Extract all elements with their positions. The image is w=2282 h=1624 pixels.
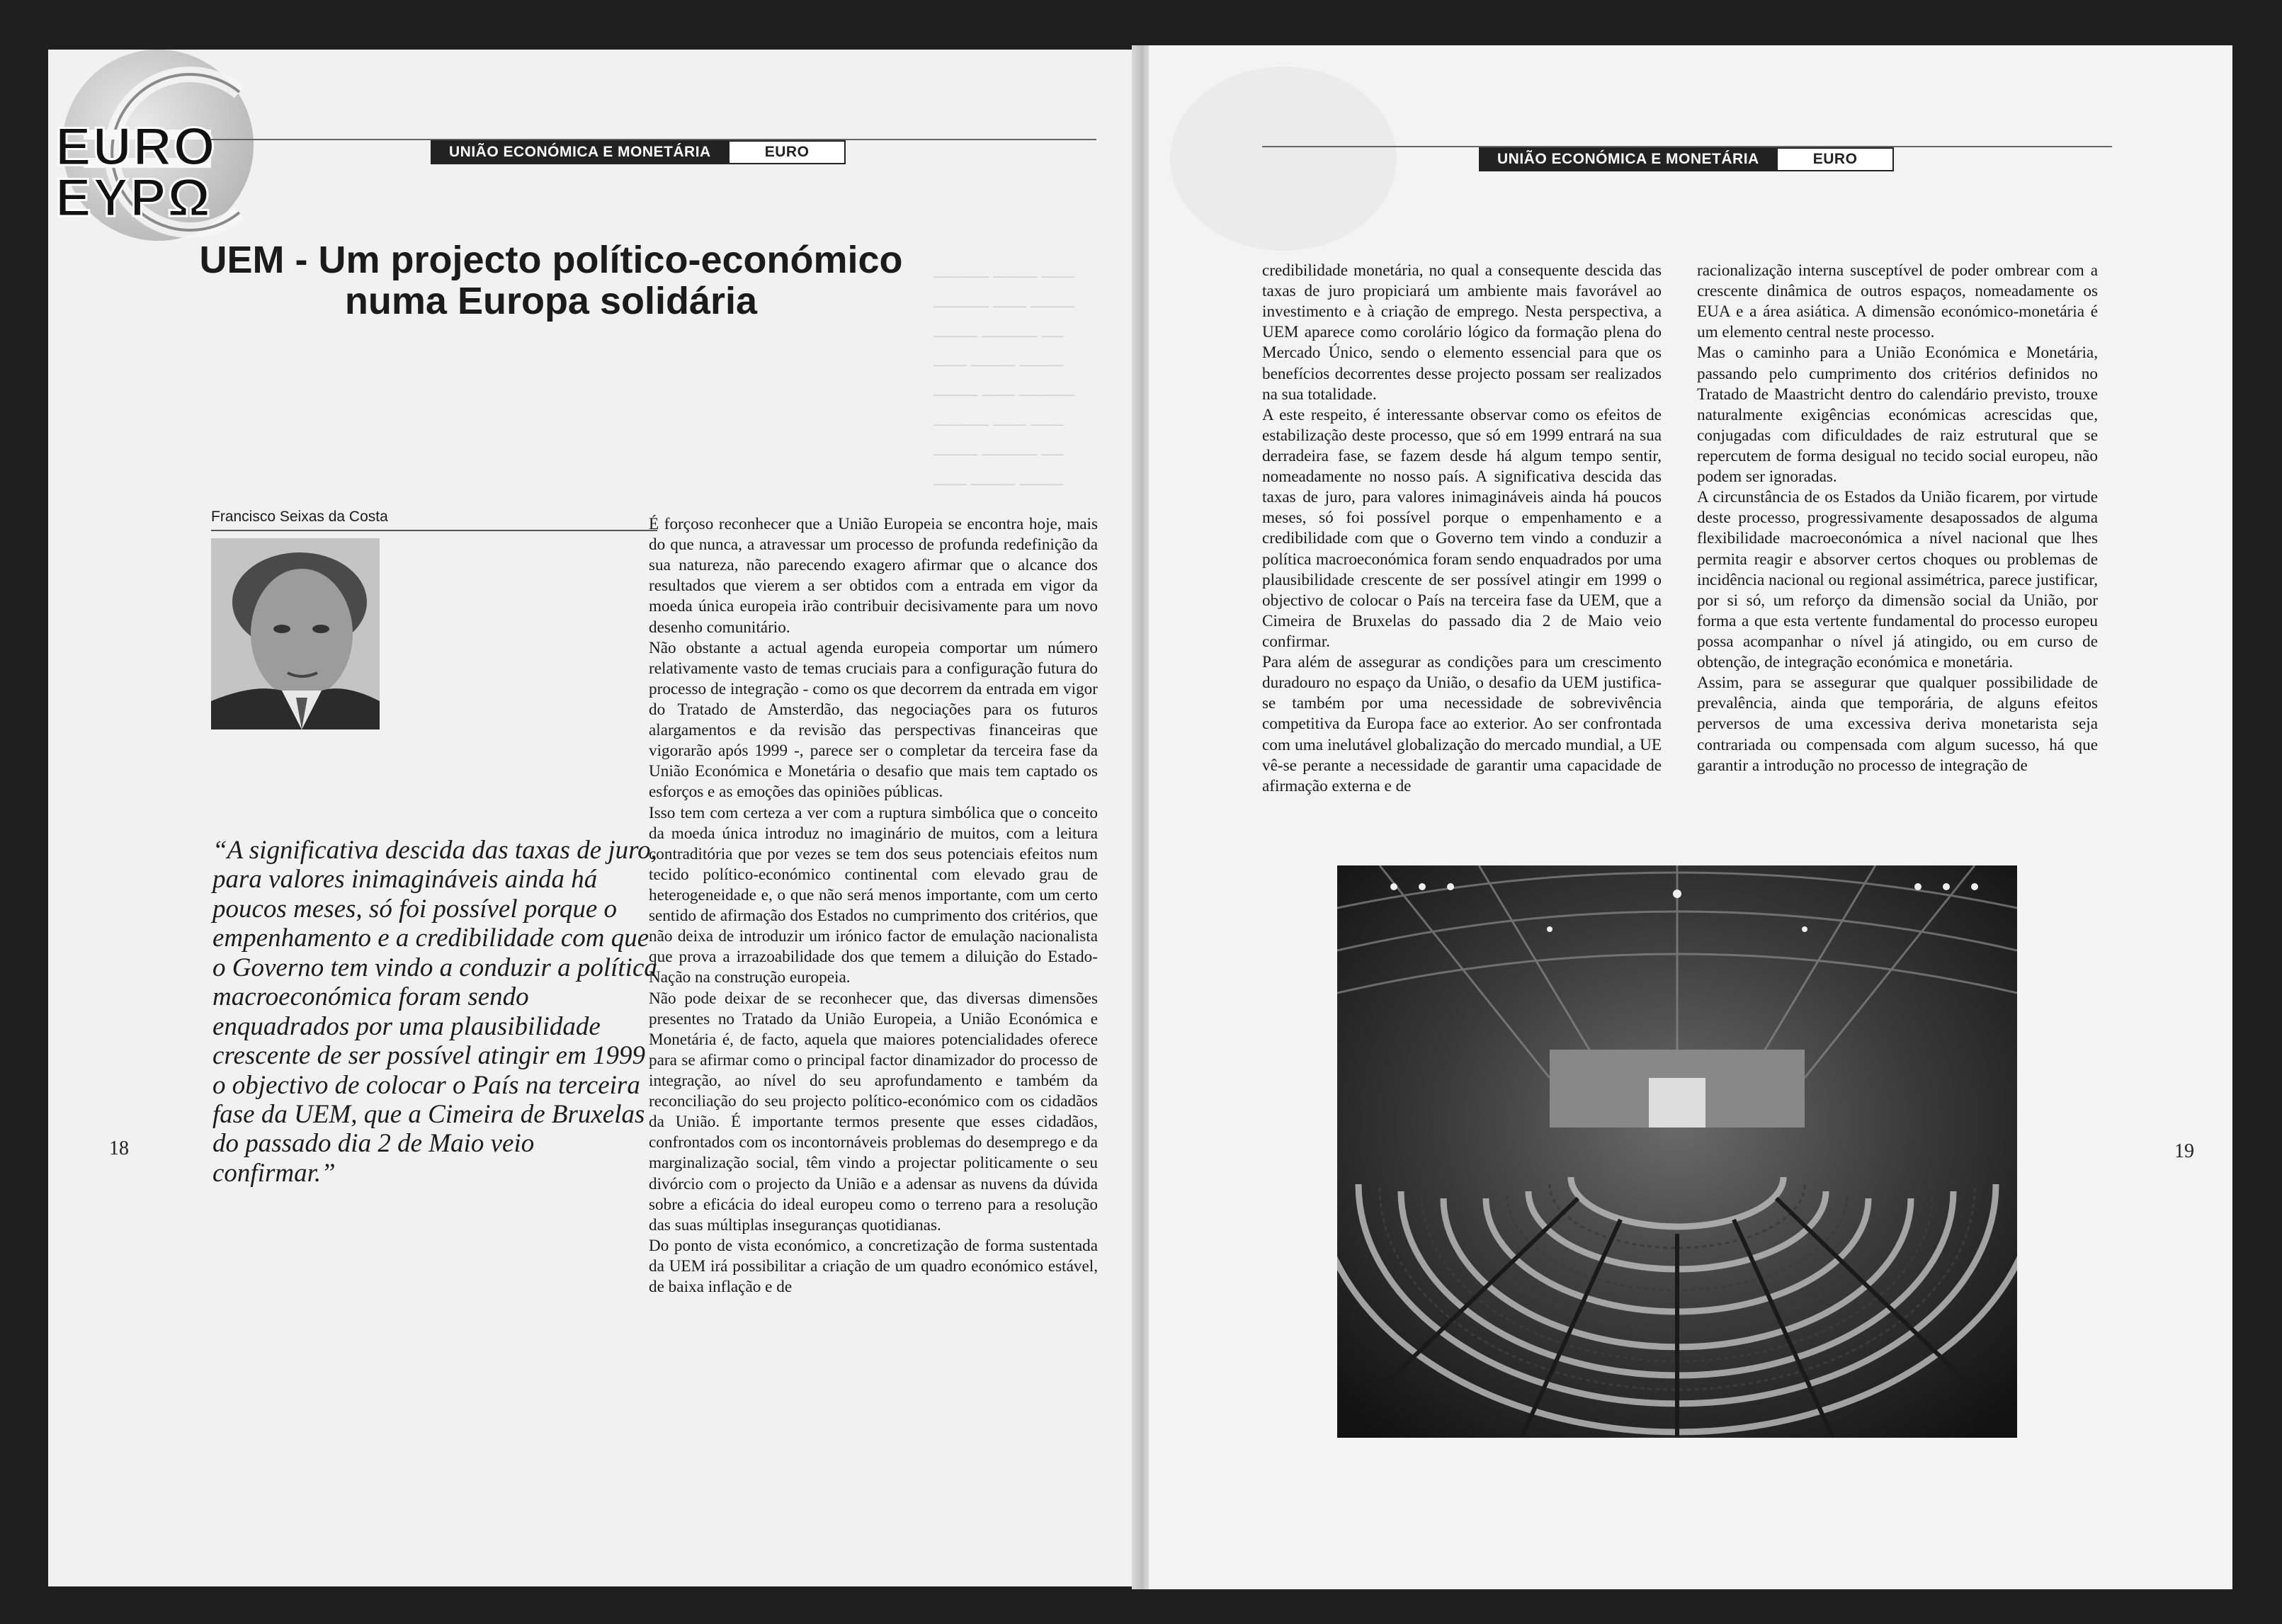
paragraph: Assim, para se assegurar que qualquer possibilidade de prevalência, ainda que temporária, de alguns efeitos perversos de uma excessiva deriva monetarista seja contrariada ou compensada com algum sucesso, há que garantir a introdução no processo de integração de (1697, 674, 2098, 775)
article-column-1 (649, 514, 1098, 1298)
article-column-3 (1697, 261, 2098, 776)
paragraph: credibilidade monetária, no qual a consequente descida das taxas de juro propiciará um ambiente mais favorável ao investimento e à criação de emprego. Nesta perspectiva, a UEM aparece como corolário lógico da formação plena do Mercado Único, sendo o elemento essencial para que os benefícios decorrentes desse projecto possam ser realizados na sua totalidade. (1262, 261, 1662, 404)
paragraph: A circunstância de os Estados da União ficarem, por virtude deste processo, progressivamente desapossados de alguma flexibilidade macroeconómica a nível nacional que lhes permita reagir e absorver certos choques ou problemas de incidência nacional ou regional assimétrica, parece justificar, por si só, um reforço da dimensão social da União, por forma a que esta vertente fundamental do processo europeu possa acompanhar o nível já atingido, ou em curso de obtenção, de integração económica e monetária. (1697, 488, 2098, 672)
parliament-photo (1337, 865, 2017, 1438)
right-page (1149, 45, 2232, 1589)
section-tag: EURO (1778, 147, 1895, 171)
author-rule (211, 530, 657, 531)
show-through-text: ───── ──── ─── ───── ─── ──── ──── ───── ── ─── ──── ──── ──── ─── ───── ───── ─── ─── ──── ───── ── ─── ──── ──── (933, 268, 1075, 493)
author-name: Francisco Seixas da Costa (211, 509, 388, 525)
show-through-logo (1170, 67, 1397, 251)
paragraph: Não pode deixar de se reconhecer que, das diversas dimensões presentes no Tratado da União Europeia, a União Económica e Monetária é, de facto, aquela que maiores potencialidades oferece para se afirmar como o principal factor dinamizador do processo de integração, ao nível do seu aprofundamento e também da reconciliação do seu projecto político-económico com os cidadãos da União. É importante termos presente que esses cidadãos, confrontados com os incontornáveis problemas do desemprego e da marginalização social, têm vindo a projectar politicamente o seu divórcio com o projecto da União e a adensar as nuvens da dúvida sobre a eficácia do ideal europeu como o terreno para a resolução das suas múltiplas inseguranças quotidianas. (649, 989, 1098, 1234)
paragraph: A este respeito, é interessante observar como os efeitos de estabilização deste processo, que só em 1999 entrará na sua derradeira fase, se fazem desde há algum tempo sentir, nomeadamente no nosso país. A significativa descida das taxas de juro, para valores inimagináveis ainda há poucos meses, só foi possível porque o empenhamento e a credibilidade com que o Governo tem vindo a conduzir a política macroeconómica foram sendo enquadrados por uma plausibilidade crescente de ser possível atingir em 1999 o objectivo de colocar o País na terceira fase da UEM, que a Cimeira de Bruxelas do passado dia 2 de Maio veio confirmar. (1262, 405, 1662, 651)
page-number-left: 18 (109, 1137, 129, 1159)
title-line-1: UEM - Um projecto político-económico (199, 239, 903, 281)
logo-line-1: EURO (55, 117, 217, 177)
page-number-right: 19 (2174, 1140, 2194, 1162)
paragraph: Isso tem com certeza a ver com a ruptura simbólica que o conceito da moeda única introduz no imaginário de muitos, com a leitura contraditória que por vezes se tem dos seus potenciais efeitos num tecido político-económico continental com elevado grau de heterogeneidade e, o que não será menos importante, com um certo sentido de afirmação dos Estados no cumprimento dos critérios, que não deixa de introduzir um irónico factor de emulação nacionalista que prova a irrazoabilidade dos que temem a diluição do Estado-Nação na construção europeia. (649, 803, 1098, 987)
paragraph: racionalização interna susceptível de poder ombrear com a crescente dinâmica de outros espaços, nomeadamente os EUA e a área asiática. A dimensão económico-monetária é um elemento central neste processo. (1697, 261, 2098, 342)
paragraph: Não obstante a actual agenda europeia comportar um número relativamente vasto de temas cruciais para a configuração futura do processo de integração - como os que decorrem da entrada em vigor do Tratado de Amsterdão, das negociações para os futuros alargamentos e da revisão das perspectivas financeiras que vigorarão após 1999 -, parece ser o completar da terceira fase da União Económica e Monetária o desafio que mais tem captado os esforços e as emoções das opiniões públicas. (649, 638, 1098, 802)
paragraph: É forçoso reconhecer que a União Europeia se encontra hoje, mais do que nunca, a atravessar um processo de profunda redefinição da sua natureza, não parecendo exagero afirmar que o alcance dos resultados que vierem a ser obtidos com a entrada em vigor da moeda única europeia irão contribuir decisivamente para um novo desenho comunitário. (649, 515, 1098, 637)
article-title (183, 239, 919, 322)
pull-quote: “A significativa descida das taxas de juro, para valores inimagináveis ainda há poucos meses, só foi possível porque o empenhamento e a credibilidade com que o Governo tem vindo a conduzir a política macroeconómica foram sendo enquadrados por uma plausibilidade crescente de ser possível atingir em 1999 o objectivo de colocar o País na terceira fase da UEM, que a Cimeira de Bruxelas do passado dia 2 de Maio veio confirmar.” (212, 836, 657, 1188)
paragraph: Para além de assegurar as condições para um crescimento duradouro no espaço da União, o desafio da UEM justifica-se também por uma necessidade de sobrevivência competitiva da Europa face ao exterior. Ao ser confrontada com uma inelutável globalização do mercado mundial, a UE vê-se perante a necessidade de garantir uma capacidade de afirmação externa e de (1262, 653, 1662, 795)
section-header (1479, 147, 1894, 171)
paragraph: Do ponto de vista económico, a concretização de forma sustentada da UEM irá possibilitar a criação de um quadro económico estável, de baixa inflação e de (649, 1236, 1098, 1297)
paragraph: Mas o caminho para a União Económica e Monetária, passando pelo cumprimento dos critérios definidos no Tratado de Maastricht dentro do calendário previsto, trouxe naturalmente exigências económicas acrescidas que, conjugadas com dificuldades de raiz estrutural que se repercutem de forma desigual no tecido social europeu, não podem ser ignoradas. (1697, 343, 2098, 487)
euro-logo (48, 50, 254, 255)
author-portrait (211, 538, 380, 729)
title-line-2: numa Europa solidária (344, 280, 758, 323)
article-column-2 (1262, 261, 1662, 797)
logo-line-2: EYPΩ (55, 168, 212, 228)
section-header (431, 140, 846, 164)
section-label: UNIÃO ECONÓMICA E MONETÁRIA (431, 140, 730, 164)
left-page (48, 50, 1139, 1586)
section-label: UNIÃO ECONÓMICA E MONETÁRIA (1479, 147, 1778, 171)
section-tag: EURO (730, 140, 846, 164)
